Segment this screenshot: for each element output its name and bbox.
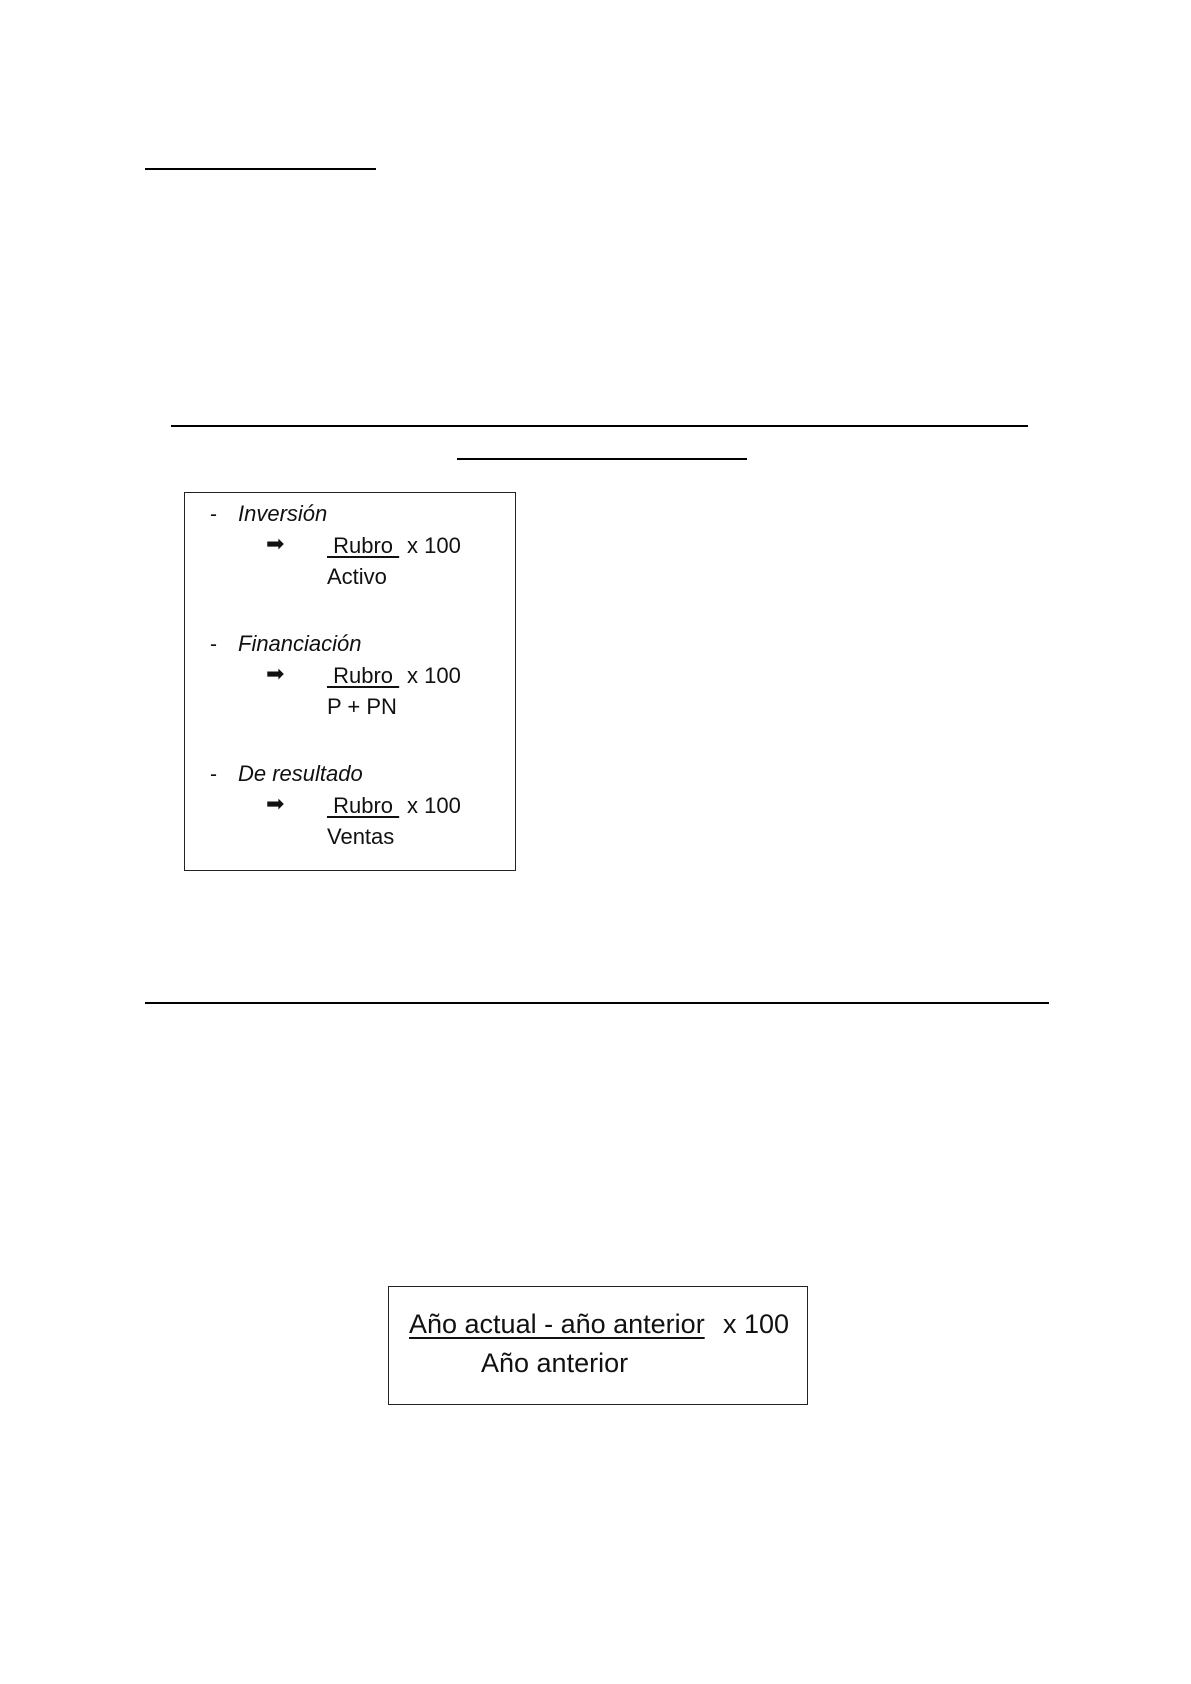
- formula-denominator: P + PN: [327, 694, 397, 719]
- formula-numerator: Rubro: [327, 793, 400, 818]
- formula-multiplier: x 100: [407, 533, 461, 558]
- formula-item-financiacion: [185, 631, 515, 741]
- bullet-dash: -: [210, 763, 217, 786]
- formula-numerator: Año actual - año anterior: [409, 1309, 705, 1339]
- formula-denominator: Activo: [327, 564, 387, 589]
- right-arrow-icon: ➡: [266, 531, 285, 556]
- bullet-dash: -: [210, 503, 217, 526]
- horizontal-analysis-formula-box: [388, 1286, 808, 1405]
- formula-multiplier: x 100: [723, 1309, 790, 1339]
- right-arrow-icon: ➡: [266, 791, 285, 816]
- formula-denominator: Año anterior: [481, 1348, 629, 1378]
- formula-denominator: Ventas: [327, 824, 395, 849]
- formula-item-resultado: [185, 761, 515, 871]
- formula-multiplier: x 100: [407, 793, 461, 818]
- formula-item-title: Inversión: [238, 501, 328, 526]
- right-arrow-icon: ➡: [266, 661, 285, 686]
- underline-rule-1: [145, 168, 376, 170]
- formula-multiplier: x 100: [407, 663, 461, 688]
- formula-numerator: Rubro: [327, 533, 400, 558]
- formula-numerator: Rubro: [327, 663, 400, 688]
- formula-item-title: Financiación: [238, 631, 362, 656]
- bullet-dash: -: [210, 633, 217, 656]
- formula-item-inversion: [185, 501, 515, 611]
- underline-rule-2: [171, 425, 1028, 427]
- underline-rule-3: [457, 458, 747, 460]
- underline-rule-4: [145, 1002, 1049, 1004]
- formula-item-title: De resultado: [238, 761, 363, 786]
- vertical-analysis-formula-box: [184, 492, 516, 871]
